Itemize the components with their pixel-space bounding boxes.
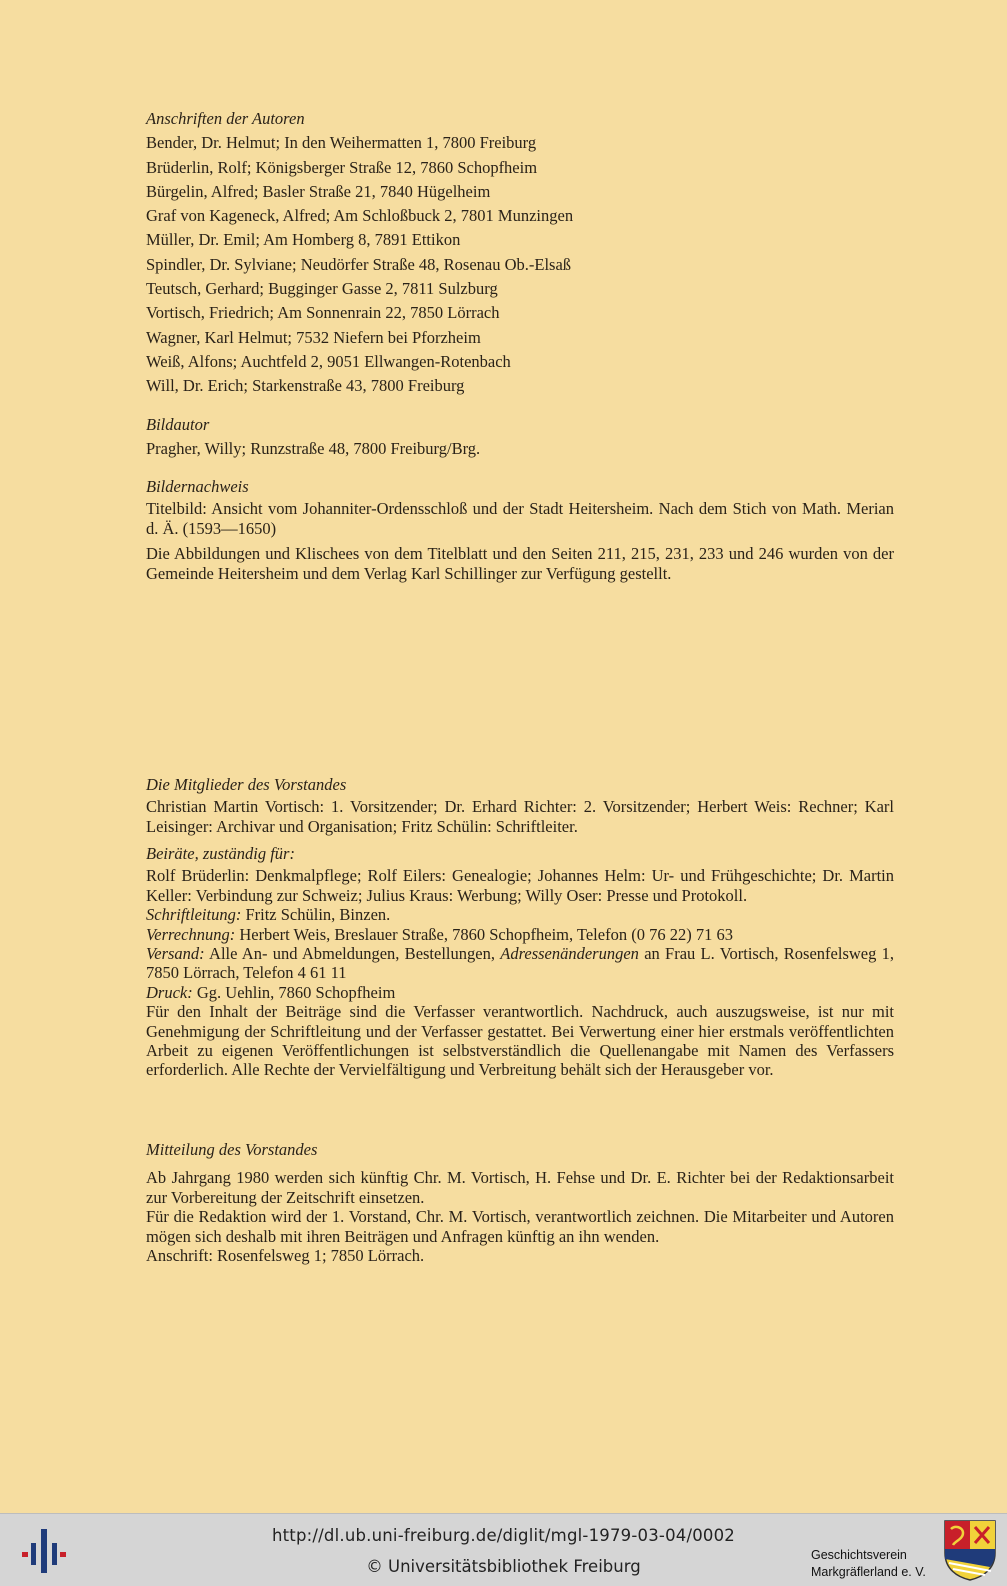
vorstand-heading: Die Mitglieder des Vorstandes: [146, 775, 347, 794]
versand-value-a: Alle An- und Abmeldungen, Bestellungen,: [204, 944, 501, 964]
author-entry: Bürgelin, Alfred; Basler Straße 21, 7840 Hügelheim: [146, 181, 491, 201]
beiraete-list: Rolf Brüderlin: Denkmalpflege; Rolf Eilers: Genealogie; Johannes Helm: Ur- und Frühgeschichte; Dr. Martin Keller: Verbindung zur Schweiz; Julius Kraus: Werbung; Willy Oser: Presse und Protokoll.: [146, 866, 894, 905]
author-entry: Vortisch, Friedrich; Am Sonnenrain 22, 7850 Lörrach: [146, 303, 500, 323]
mitteilung-section: [146, 1138, 894, 1265]
society-name: [811, 1547, 926, 1581]
druck-line: [146, 983, 894, 1002]
author-entry: Spindler, Dr. Sylviane; Neudörfer Straße 48, Rosenau Ob.-Elsaß: [146, 254, 572, 274]
author-entry: Teutsch, Gerhard; Bugginger Gasse 2, 7811 Sulzburg: [146, 279, 498, 299]
schriftleitung-value: Fritz Schülin, Binzen.: [241, 905, 391, 925]
society-name-line2: Markgräflerland e. V.: [811, 1565, 926, 1579]
author-entry: Graf von Kageneck, Alfred; Am Schloßbuck 2, 7801 Munzingen: [146, 206, 574, 226]
schriftleitung-label: Schriftleitung:: [146, 905, 242, 925]
coat-of-arms-icon: [943, 1519, 997, 1581]
footer-url[interactable]: http://dl.ub.uni-freiburg.de/diglit/mgl-1979-03-04/0002: [271, 1526, 736, 1545]
author-entry: Bender, Dr. Helmut; In den Weihermatten 1, 7800 Freiburg: [146, 133, 537, 153]
bildautor-heading: Bildautor: [146, 415, 210, 434]
bildautor-section: [146, 413, 894, 462]
vorstand-members: Christian Martin Vortisch: 1. Vorsitzender; Dr. Erhard Richter: 2. Vorsitzender; Herbert Weis: Rechner; Karl Leisinger: Archivar und Organisation; Fritz Schülin: Schriftleiter.: [146, 797, 894, 836]
mitteilung-heading: Mitteilung des Vorstandes: [146, 1140, 318, 1159]
druck-value: Gg. Uehlin, 7860 Schopfheim: [192, 982, 396, 1002]
footer-copyright: © Universitätsbibliothek Freiburg: [366, 1557, 641, 1576]
rechte-paragraph: Für den Inhalt der Beiträge sind die Verfasser verantwortlich. Nachdruck, auch auszugsweise, ist nur mit Genehmigung der Schriftleitung und der Verfasser gestattet. Bei Verwertung einer hier erstmals veröffentlichten Arbeit zu eigenen Veröffentlichungen ist selbstverständlich die Quellenangabe mit Namen des Verfassers erforderlich. Alle Rechte der Vervielfältigung und Verbreitung behält sich der Herausgeber vor.: [146, 1002, 894, 1080]
versand-emphasis: Adressenänderungen: [500, 944, 639, 964]
abbildungen-paragraph: Die Abbildungen und Klischees von dem Titelblatt und den Seiten 211, 215, 231, 233 und 246 wurden von der Gemeinde Heitersheim und dem Verlag Karl Schillinger zur Verfügung gestellt.: [146, 544, 894, 583]
society-name-line1: Geschichtsverein: [811, 1548, 907, 1562]
versand-label: Versand:: [146, 944, 205, 964]
versand-line: [146, 944, 894, 983]
schriftleitung-line: [146, 905, 894, 924]
verrechnung-label: Verrechnung:: [146, 924, 236, 944]
authors-section: [146, 107, 894, 399]
author-entry: Wagner, Karl Helmut; 7532 Niefern bei Pforzheim: [146, 327, 481, 347]
mitteilung-paragraph: Ab Jahrgang 1980 werden sich künftig Chr. M. Vortisch, H. Fehse und Dr. E. Richter bei der Redaktionsarbeit zur Vorbereitung der Zeitschrift einsetzen.: [146, 1168, 894, 1207]
titelbild-paragraph: Titelbild: Ansicht vom Johanniter-Ordensschloß und der Stadt Heitersheim. Nach dem Stich von Math. Merian d. Ä. (1593—1650): [146, 499, 894, 538]
druck-label: Druck:: [146, 982, 193, 1002]
mitteilung-paragraph: Anschrift: Rosenfelsweg 1; 7850 Lörrach.: [146, 1245, 425, 1265]
bildautor-entry: Pragher, Willy; Runzstraße 48, 7800 Freiburg/Brg.: [146, 439, 481, 459]
verrechnung-value: Herbert Weis, Breslauer Straße, 7860 Schopfheim, Telefon (0 76 22) 71 63: [235, 924, 733, 944]
author-entry: Brüderlin, Rolf; Königsberger Straße 12, 7860 Schopfheim: [146, 157, 538, 177]
author-entry: Müller, Dr. Emil; Am Homberg 8, 7891 Ettikon: [146, 230, 461, 250]
bildernachweis-heading: Bildernachweis: [146, 477, 249, 496]
author-entry: Will, Dr. Erich; Starkenstraße 43, 7800 Freiburg: [146, 376, 465, 396]
bildernachweis-section: [146, 475, 894, 583]
mitteilung-paragraph: Für die Redaktion wird der 1. Vorstand, Chr. M. Vortisch, verantwortlich zeichnen. Die Mitarbeiter und Autoren mögen sich deshalb mit ihren Beiträgen und Anfragen künftig an ihn wenden.: [146, 1207, 894, 1246]
verrechnung-line: [146, 925, 894, 944]
footer-bar: [0, 1513, 1007, 1586]
versand-value-b: an Frau L. Vortisch, Rosenfelsweg 1, 7850 Lörrach, Telefon 4 61 11: [146, 944, 895, 983]
author-entry: Weiß, Alfons; Auchtfeld 2, 9051 Ellwangen-Rotenbach: [146, 351, 511, 371]
vorstand-section: [146, 773, 894, 1080]
authors-heading: Anschriften der Autoren: [146, 109, 305, 128]
beiraete-heading: Beiräte, zuständig für:: [146, 844, 295, 864]
